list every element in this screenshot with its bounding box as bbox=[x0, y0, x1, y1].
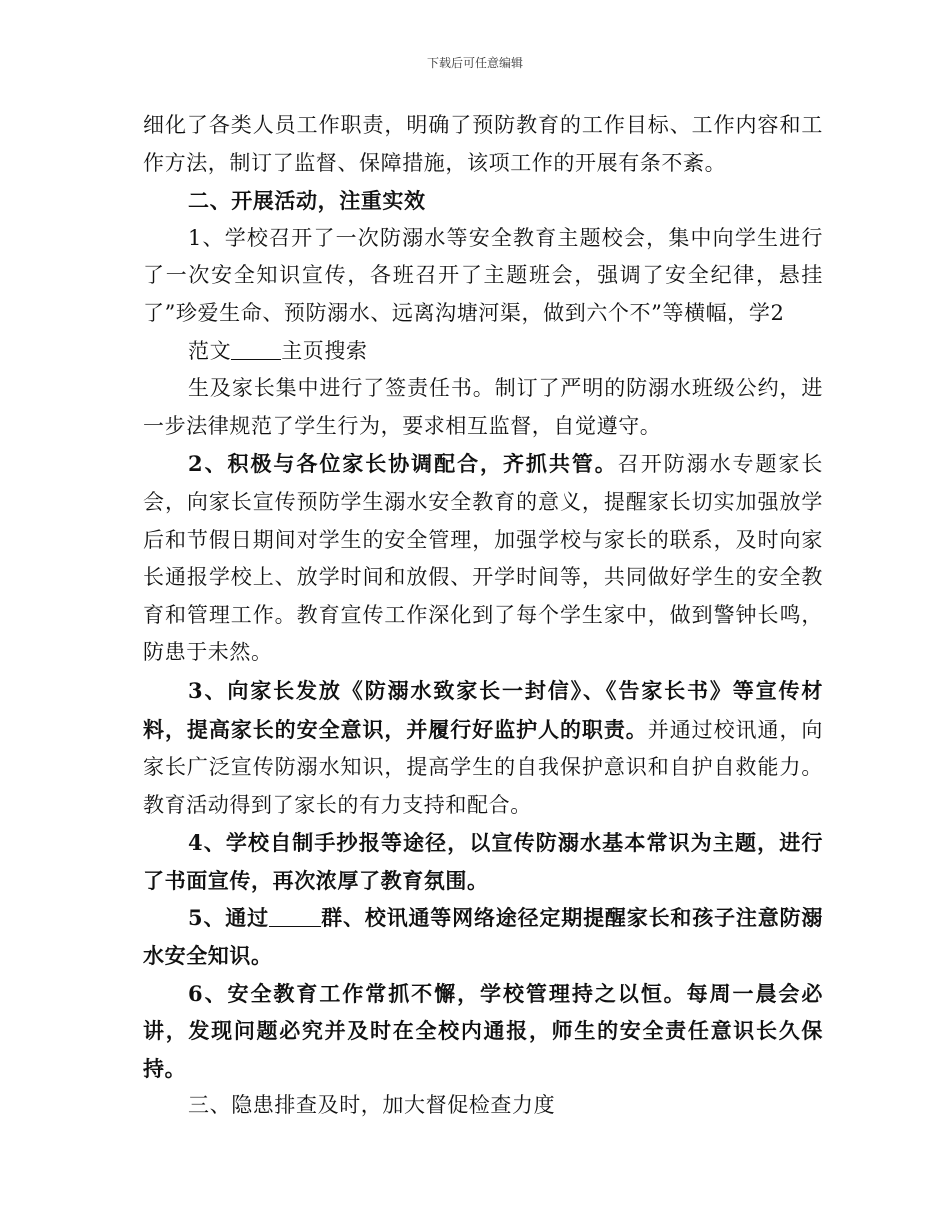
paragraph-item-1-continued: 生及家长集中进行了签责任书。制订了严明的防溺水班级公约，进一步法律规范了学生行为，要求相互监督，自觉遵守。 bbox=[143, 376, 823, 438]
search-label-a: 范文 bbox=[188, 338, 232, 363]
item-2-lead: 2、积极与各位家长协调配合，齐抓共管。 bbox=[188, 451, 618, 477]
paragraph-intro: 细化了各类人员工作职责，明确了预防教育的工作目标、工作内容和工作方法，制订了监督、保障措施，该项工作的开展有条不紊。 bbox=[143, 113, 823, 175]
page-header-note: 下载后可任意编辑 bbox=[426, 56, 523, 70]
paragraph-item-1: 1、学校召开了一次防溺水等安全教育主题校会，集中向学生进行了一次安全知识宣传，各班召开了主题班会，强调了安全纪律，悬挂了”珍爱生命、预防溺水、远离沟塘河渠，做到六个不”等横幅，学2 bbox=[143, 225, 823, 325]
section-heading-2: 二、开展活动，注重实效 bbox=[188, 188, 426, 214]
search-label-b: 主页搜索 bbox=[281, 338, 368, 363]
search-line bbox=[143, 333, 823, 371]
paragraph-item-3 bbox=[143, 672, 823, 824]
item-3-lead: 3、向家长发放《防溺水致家长一封信》、《告家长书》等宣传材料，提高家长的安全意识，并履行好监护人的职责。 bbox=[143, 677, 823, 742]
paragraph-item-4: 4、学校自制手抄报等途径，以宣传防溺水基本常识为主题，进行了书面宣传，再次浓厚了教育氛围。 bbox=[143, 830, 823, 893]
item-5-part-b: 群、校讯通等网络途径定期提醒家长和孩子注意防溺水安全知识。 bbox=[143, 905, 823, 969]
item-2-body: 召开防溺水专题家长会，向家长宣传预防学生溺水安全教育的意义，提醒家长切实加强放学后和节假日期间对学生的安全管理，加强学校与家长的联系，及时向家长通报学校上、放学时间和放假、开学时间等，共同做好学生的安全教育和管理工作。教育宣传工作深化到了每个学生家中，做到警钟长鸣，防患于未然。 bbox=[143, 452, 823, 665]
document-body bbox=[143, 107, 823, 1125]
blank-underline bbox=[269, 906, 321, 927]
paragraph-item-5 bbox=[143, 899, 823, 974]
item-3-body: 并通过校讯通，向家长广泛宣传防溺水知识，提高学生的自我保护意识和自护自救能力。教育活动得到了家长的有力支持和配合。 bbox=[143, 717, 823, 817]
blank-underline bbox=[231, 339, 281, 360]
paragraph-item-6: 6、安全教育工作常抓不懈，学校管理持之以恒。每周一晨会必讲，发现问题必究并及时在全校内通报，师生的安全责任意识长久保持。 bbox=[143, 980, 823, 1081]
section-heading-3: 三、隐患排查及时，加大督促检查力度 bbox=[188, 1093, 556, 1118]
paragraph-item-2 bbox=[143, 445, 823, 672]
item-5-part-a: 5、通过 bbox=[188, 905, 269, 931]
